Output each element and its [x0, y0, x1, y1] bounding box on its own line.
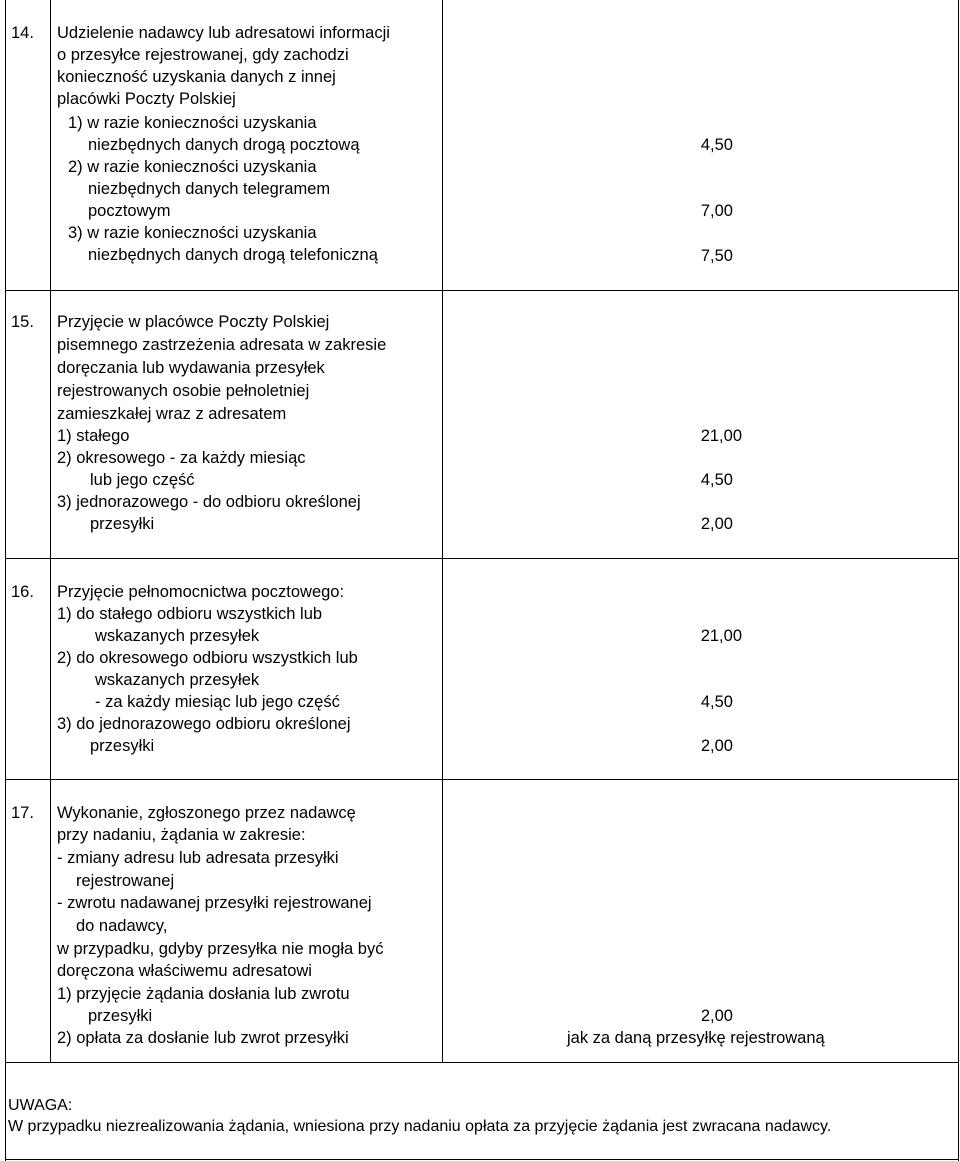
row-description-line: - zmiany adresu lub adresata przesyłki: [57, 849, 339, 867]
row-description-line: 2) okresowego - za każdy miesiąc: [57, 449, 306, 467]
row-description-line: 1) do stałego odbioru wszystkich lub: [57, 605, 323, 623]
note-border-left: [5, 1062, 6, 1161]
row-description-line: przesyłki: [90, 515, 155, 533]
row-description-line: niezbędnych danych telegramem: [88, 180, 331, 198]
row-description-line: 2) opłata za dosłanie lub zwrot przesyłki: [57, 1029, 349, 1047]
row-description-line: zamieszkałej wraz z adresatem: [57, 405, 287, 423]
fee-value: 7,50: [700, 247, 733, 265]
row-description-line: przesyłki: [88, 1007, 153, 1025]
fee-value: 7,00: [700, 202, 733, 220]
row-description-line: 1) stałego: [57, 427, 130, 445]
row-description-line: placówki Poczty Polskiej: [57, 90, 236, 108]
row-description-line: 1) w razie konieczności uzyskania: [68, 114, 317, 132]
row-description-line: 3) do jednorazowego odbioru określonej: [57, 715, 351, 733]
row-description-line: niezbędnych danych drogą telefoniczną: [88, 246, 378, 264]
column-divider-number: [50, 0, 51, 1063]
row-description-line: Przyjęcie pełnomocnictwa pocztowego:: [57, 583, 345, 601]
row-description-line: przy nadaniu, żądania w zakresie:: [57, 826, 306, 844]
fee-value: 21,00: [700, 627, 742, 645]
row-description-line: niezbędnych danych drogą pocztową: [88, 136, 360, 154]
fee-value: 2,00: [700, 515, 733, 533]
row-description-line: 3) w razie konieczności uzyskania: [68, 224, 317, 242]
fee-value: 2,00: [700, 1007, 733, 1025]
row-description-line: w przypadku, gdyby przesyłka nie mogła być: [57, 940, 384, 958]
row-number: 14.: [11, 24, 34, 42]
fee-value: 4,50: [700, 136, 733, 154]
row-description-line: doręczania lub wydawania przesyłek: [57, 359, 325, 377]
row-description-line: przesyłki: [90, 737, 155, 755]
row-description-line: 2) do okresowego odbioru wszystkich lub: [57, 649, 358, 667]
note-text: W przypadku niezrealizowania żądania, wniesiona przy nadaniu opłata za przyjęcie żądania jest zwracana nadawcy.: [8, 1118, 832, 1135]
row-description-line: do nadawcy,: [76, 917, 168, 935]
row-description-line: 2) w razie konieczności uzyskania: [68, 158, 317, 176]
row-description-line: lub jego część: [90, 471, 195, 489]
row-description-line: konieczność uzyskania danych z innej: [57, 68, 336, 86]
row-description-line: - zwrotu nadawanej przesyłki rejestrowanej: [57, 894, 372, 912]
row-description-line: Przyjęcie w placówce Poczty Polskiej: [57, 313, 330, 331]
row-description-line: - za każdy miesiąc lub jego część: [95, 693, 340, 711]
fee-value: 4,50: [700, 471, 733, 489]
row-description-line: rejestrowanych osobie pełnoletniej: [57, 382, 310, 400]
fee-value: 21,00: [700, 427, 742, 445]
table-border-left: [5, 0, 6, 1063]
row-description-line: wskazanych przesyłek: [95, 671, 260, 689]
row-number: 15.: [11, 313, 34, 331]
row-divider: [5, 1062, 959, 1063]
fee-value: 4,50: [700, 693, 733, 711]
row-divider: [5, 290, 959, 291]
row-description-line: doręczona właściwemu adresatowi: [57, 962, 312, 980]
fee-value: 2,00: [700, 737, 733, 755]
row-description-line: wskazanych przesyłek: [95, 627, 260, 645]
table-border-right: [958, 0, 959, 1161]
column-divider-fee: [442, 0, 443, 1063]
note-label: UWAGA:: [8, 1097, 73, 1114]
row-description-line: rejestrowanej: [76, 872, 175, 890]
row-number: 17.: [11, 804, 34, 822]
row-description-line: 3) jednorazowego - do odbioru określonej: [57, 493, 361, 511]
row-divider: [5, 558, 959, 559]
row-description-line: pisemnego zastrzeżenia adresata w zakresie: [57, 336, 387, 354]
row-number: 16.: [11, 583, 34, 601]
row-description-line: Wykonanie, zgłoszonego przez nadawcę: [57, 804, 356, 822]
fee-value-text: jak za daną przesyłkę rejestrowaną: [567, 1029, 825, 1047]
row-description-line: 1) przyjęcie żądania dosłania lub zwrotu: [57, 985, 350, 1003]
row-description-line: pocztowym: [88, 202, 171, 220]
row-description-line: o przesyłce rejestrowanej, gdy zachodzi: [57, 46, 349, 64]
note-border-bottom: [5, 1159, 959, 1160]
row-description-line: Udzielenie nadawcy lub adresatowi informacji: [57, 24, 390, 42]
row-divider: [5, 779, 959, 780]
